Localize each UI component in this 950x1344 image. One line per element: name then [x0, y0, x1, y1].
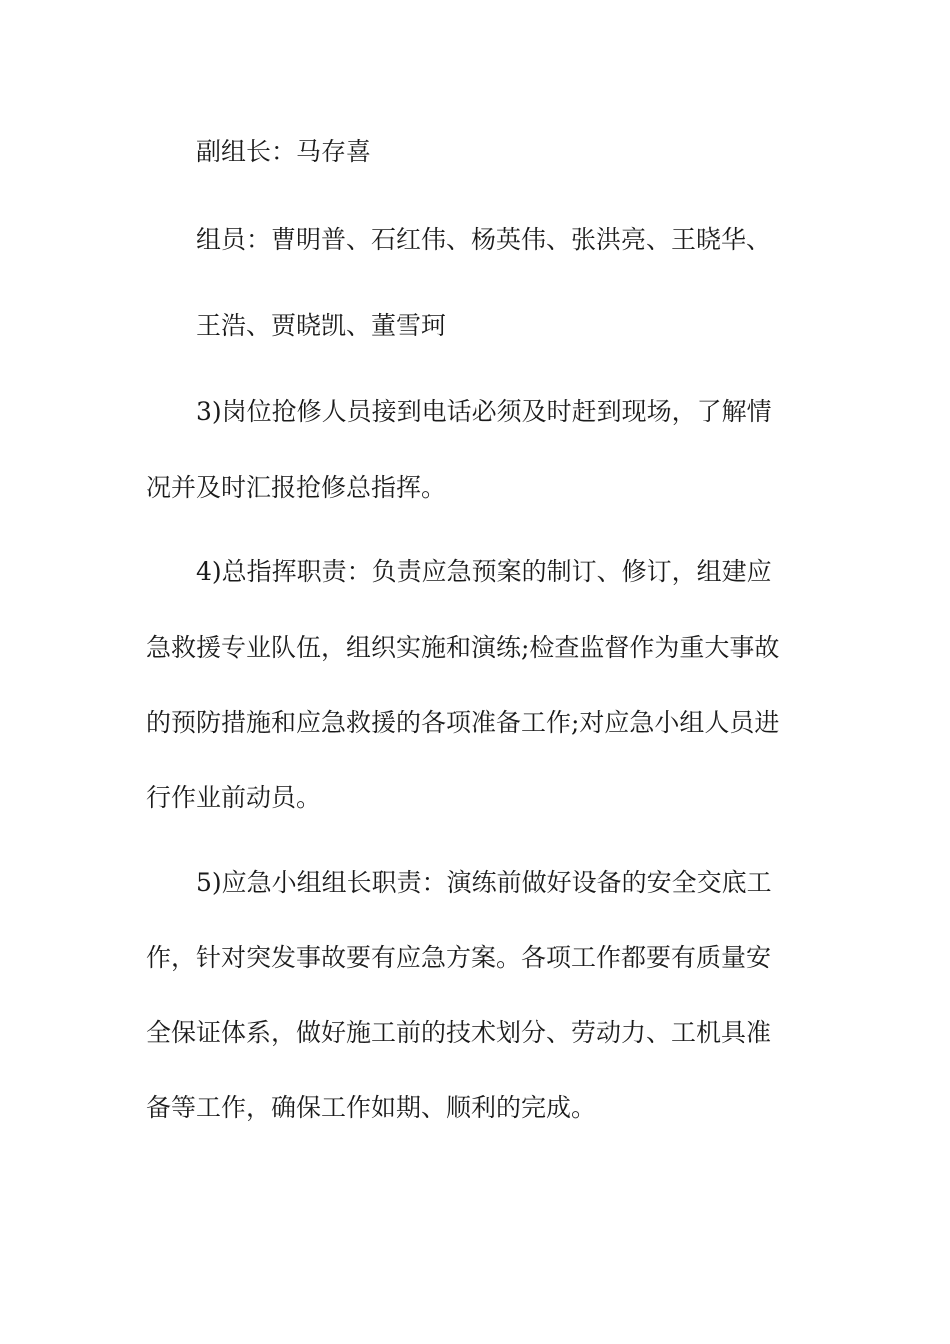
item-4-line-4: 行作业前动员。 — [146, 783, 322, 812]
members-line-2: 王浩、贾晓凯、董雪珂 — [196, 311, 447, 340]
item-3-line-1: 3)岗位抢修人员接到电话必须及时赶到现场，了解情 — [196, 397, 772, 426]
item-5-line-1: 5)应急小组组长职责：演练前做好设备的安全交底工 — [196, 868, 772, 897]
deputy-leader-line: 副组长：马存喜 — [196, 137, 372, 166]
members-line-1: 组员：曹明普、石红伟、杨英伟、张洪亮、王晓华、 — [196, 225, 772, 254]
item-3-line-2: 况并及时汇报抢修总指挥。 — [146, 473, 447, 502]
item-5-line-2: 作，针对突发事故要有应急方案。各项工作都要有质量安 — [146, 943, 772, 972]
item-4-line-2: 急救援专业队伍，组织实施和演练;检查监督作为重大事故 — [146, 633, 780, 662]
item-5-line-3: 全保证体系，做好施工前的技术划分、劳动力、工机具准 — [146, 1018, 772, 1047]
item-5-line-4: 备等工作，确保工作如期、顺利的完成。 — [146, 1093, 597, 1122]
item-4-line-1: 4)总指挥职责：负责应急预案的制订、修订，组建应 — [196, 557, 772, 586]
item-4-line-3: 的预防措施和应急救援的各项准备工作;对应急小组人员进 — [146, 708, 780, 737]
